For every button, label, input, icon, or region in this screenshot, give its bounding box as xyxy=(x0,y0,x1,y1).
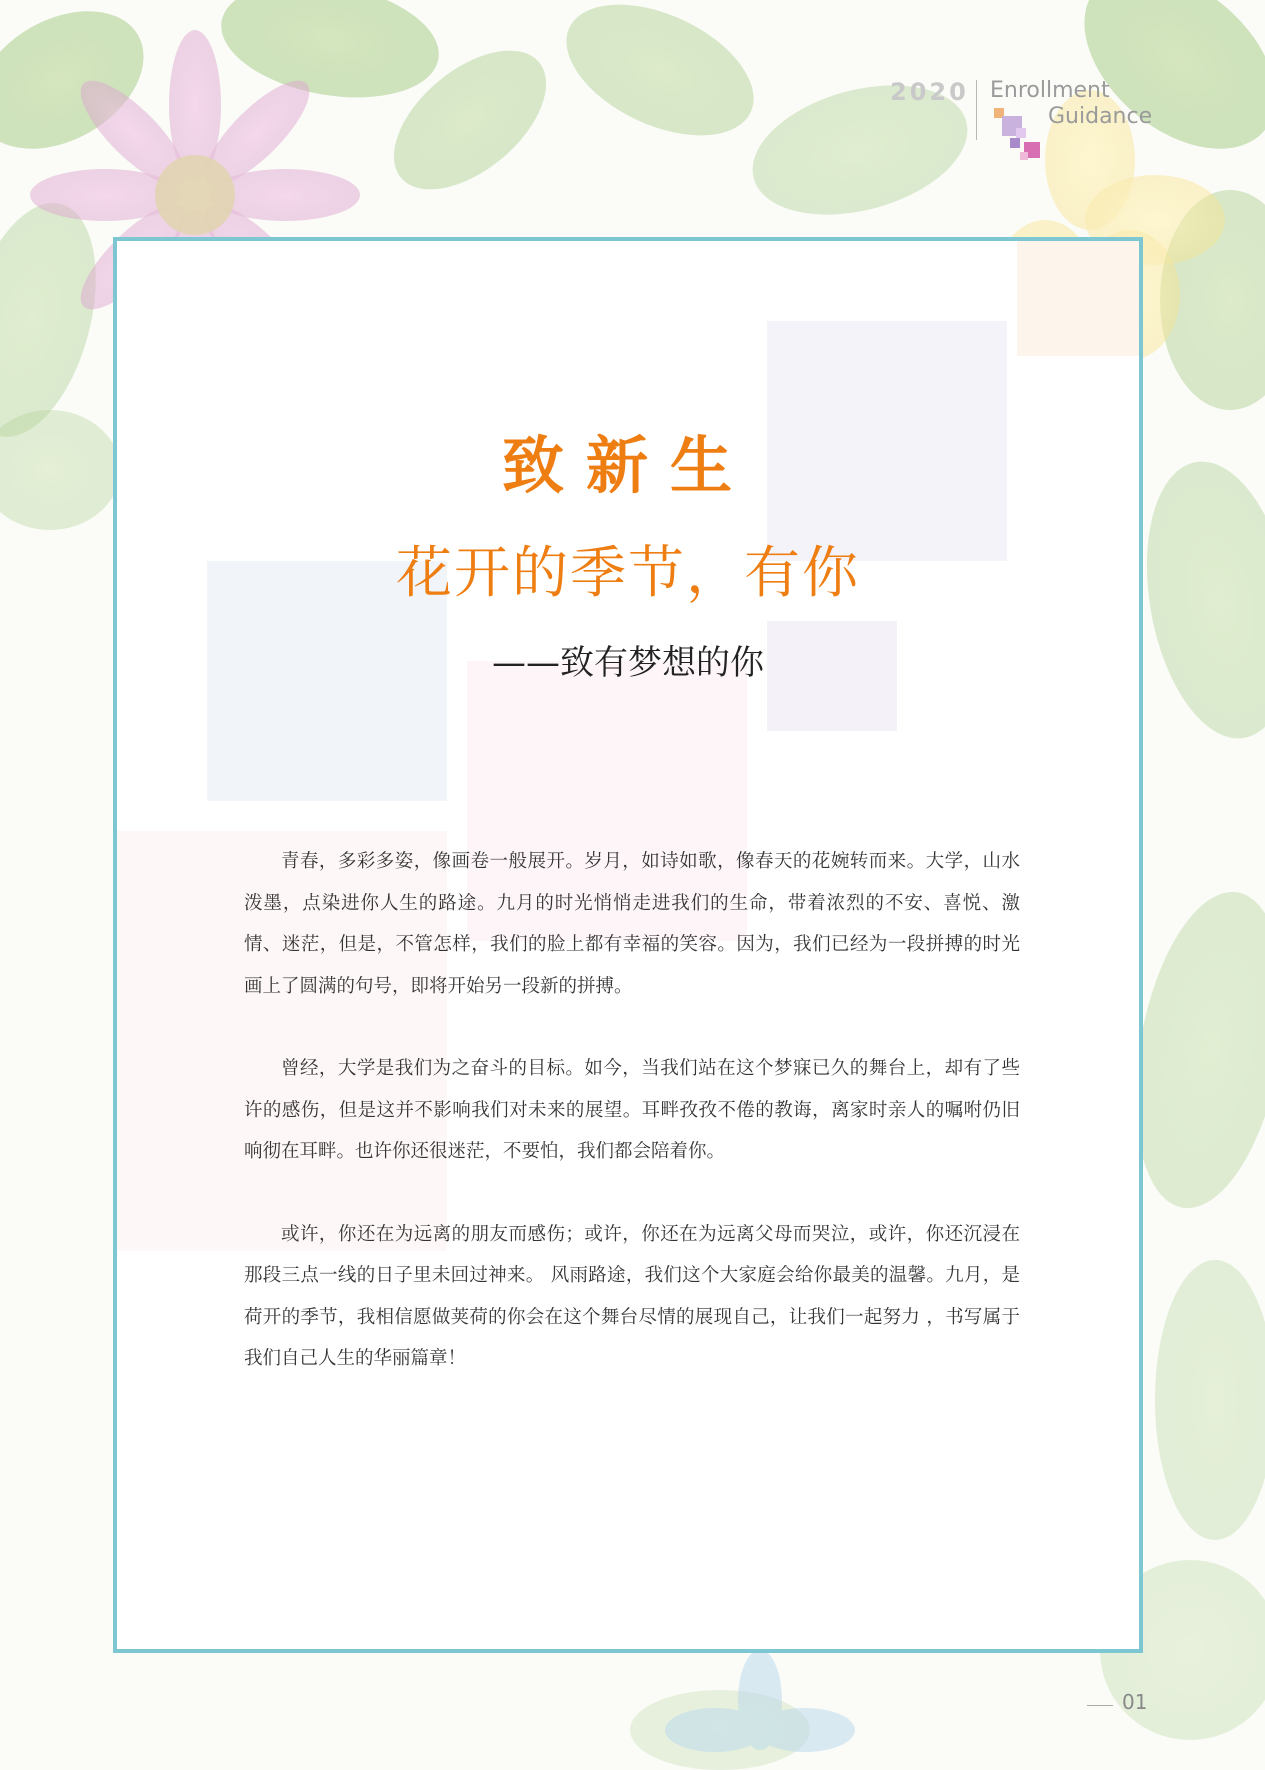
logo-enrollment-text: Enrollment xyxy=(990,78,1110,103)
content-frame xyxy=(113,237,1143,1653)
page-number: 01 xyxy=(1122,1690,1148,1714)
logo-year: 2020 xyxy=(890,78,969,106)
header-logo xyxy=(890,78,1153,168)
pixel-squares-icon xyxy=(994,108,1050,164)
logo-guidance-text: Guidance xyxy=(1048,104,1153,129)
logo-divider xyxy=(976,80,977,140)
page-tagline: ——致有梦想的你 xyxy=(492,643,764,683)
page-number-dash xyxy=(1087,1705,1113,1706)
page-subtitle: 花开的季节，有你 xyxy=(396,541,860,606)
page-title: 致新生 xyxy=(501,429,754,502)
paragraph: 曾经，大学是我们为之奋斗的目标。如今，当我们站在这个梦寐已久的舞台上，却有了些许的感伤，但是这并不影响我们对未来的展望。耳畔孜孜不倦的教诲，离家时亲人的嘱咐仍旧响彻在耳畔。也许你还很迷茫，不要怕，我们都会陪着你。 xyxy=(244,1058,1020,1162)
paragraph: 青春，多彩多姿，像画卷一般展开。岁月，如诗如歌，像春天的花婉转而来。大学，山水泼墨，点染进你人生的路途。九月的时光悄悄走进我们的生命，带着浓烈的不安、喜悦、激情、迷茫，但是，不管怎样，我们的脸上都有幸福的笑容。因为，我们已经为一段拼搏的时光画上了圆满的句号，即将开始另一段新的拼搏。 xyxy=(244,851,1020,997)
decor-square xyxy=(1017,241,1143,356)
letter-body xyxy=(244,841,1020,1421)
paragraph: 或许，你还在为远离的朋友而感伤；或许，你还在为远离父母而哭泣，或许，你还沉浸在那段三点一线的日子里未回过神来。 风雨路途，我们这个大家庭会给你最美的温馨。九月，是荷开的季节，我相信愿做荚荷的你会在这个舞台尽情的展现自己，让我们一起努力 ，书写属于我们自己人生的华丽篇章！ xyxy=(244,1223,1020,1369)
